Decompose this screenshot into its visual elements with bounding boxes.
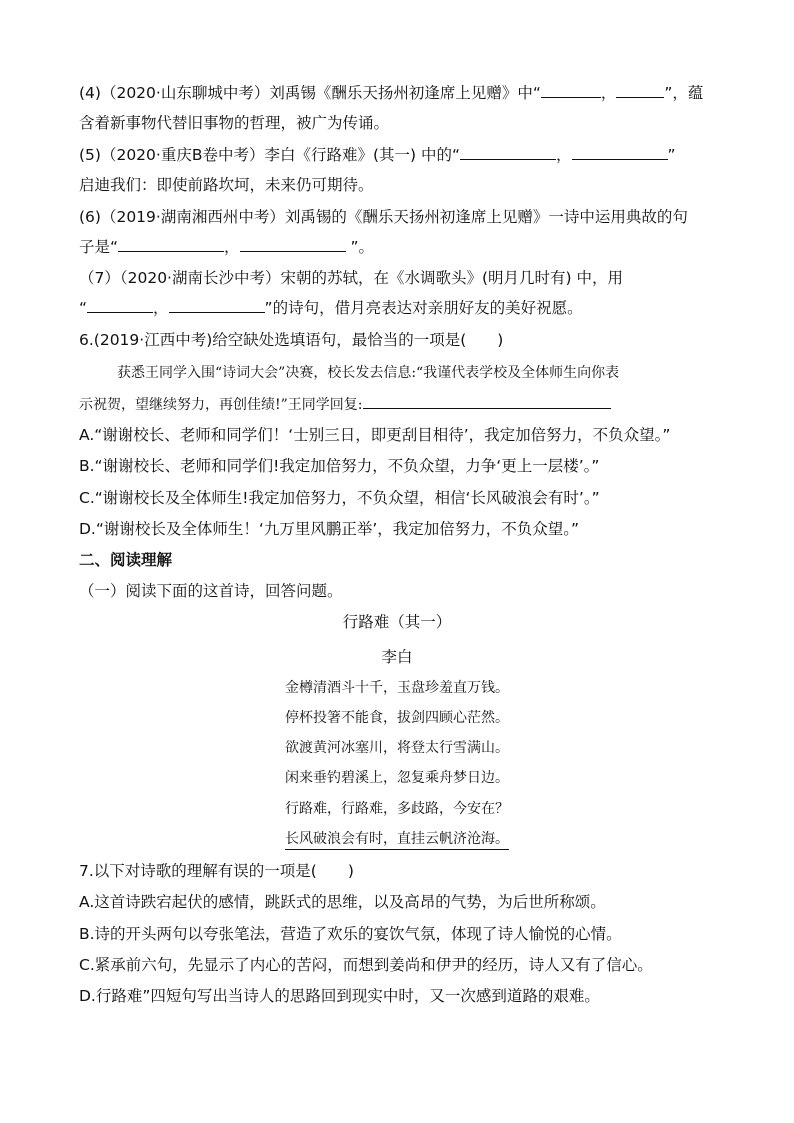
q6-option-a: A.“谢谢校长、老师和同学们！‘士别三日，即更刮目相待’，我定加倍努力，不负众望。” xyxy=(79,426,671,444)
poem-line: 欲渡黄河冰塞川，将登太行雪满山。 xyxy=(285,740,509,756)
q5-item4-line2: 含着新事物代替旧事物的哲理，被广为传诵。 xyxy=(79,114,390,132)
q6-context-text: 示祝贺，望继续努力，再创佳绩!”王同学回复: xyxy=(79,397,363,413)
poem-line: 闲来垂钓碧溪上，忽复乘舟梦日边。 xyxy=(285,770,509,786)
poem-line: 停杯投箸不能食，拔剑四顾心茫然。 xyxy=(285,710,509,726)
separator: ， xyxy=(600,84,617,102)
answer-blank[interactable] xyxy=(118,237,224,252)
q6-context-line2 xyxy=(79,394,719,415)
q5-item7-line2 xyxy=(79,298,719,318)
answer-blank[interactable] xyxy=(363,394,611,409)
answer-blank[interactable] xyxy=(460,145,556,160)
q7-option-c: C.紧承前六句，先显示了内心的苦闷，而想到姜尚和伊尹的经历，诗人又有了信心。 xyxy=(79,956,653,974)
q6-option-b: B.“谢谢校长、老师和同学们!我定加倍努力，不负众望，力争‘更上一层楼’。” xyxy=(79,457,600,475)
q6-context-line1: 获悉王同学入围“诗词大会”决赛，校长发去信息:“我谨代表学校及全体师生向你表 xyxy=(117,365,620,381)
answer-blank[interactable] xyxy=(169,298,265,313)
separator: ， xyxy=(556,146,572,164)
q7-option-a: A.这首诗跌宕起伏的感情，跳跃式的思维，以及高昂的气势，为后世所称颂。 xyxy=(79,893,606,911)
q6-stem: 6.(2019·江西中考)给空缺处选填语句，最恰当的一项是( ) xyxy=(79,331,504,349)
poem-line: 金樽清酒斗十千，玉盘珍羞直万钱。 xyxy=(285,680,509,696)
answer-blank[interactable] xyxy=(87,298,153,313)
q6-option-c: C.“谢谢校长及全体师生!我定加倍努力，不负众望，相信‘长风破浪会有时’。” xyxy=(79,489,600,507)
q5-item5-line1 xyxy=(79,145,719,165)
q5-item4-prefix: (4)（2020·山东聊城中考）刘禹锡《酬乐天扬州初逢席上见赠》中“ xyxy=(79,84,541,102)
separator: ， xyxy=(153,299,169,317)
answer-blank[interactable] xyxy=(240,237,346,252)
q5-item5-prefix: (5)（2020·重庆B卷中考）李白《行路难》(其一) 中的“ xyxy=(79,146,461,164)
q7-stem: 7.以下对诗歌的理解有误的一项是( ) xyxy=(79,862,354,880)
q7-option-b: B.诗的开头两句以夸张笔法，营造了欢乐的宴饮气氛，体现了诗人愉悦的心情。 xyxy=(79,925,622,943)
section-intro: （一）阅读下面的这首诗，回答问题。 xyxy=(79,582,343,600)
answer-blank[interactable] xyxy=(572,145,668,160)
poem-line: 行路难，行路难，多歧路，今安在？ xyxy=(285,801,509,817)
q5-item6-suffix: ”。 xyxy=(345,238,375,256)
q5-item7-prefix: “ xyxy=(79,299,88,317)
q5-item5-suffix: ” xyxy=(667,146,676,164)
q5-item7-suffix: ”的诗句，借月亮表达对亲朋好友的美好祝愿。 xyxy=(264,299,583,317)
q5-item4-line1 xyxy=(79,83,719,103)
q5-item4-suffix: ”，蕴 xyxy=(664,84,704,102)
answer-blank[interactable] xyxy=(616,83,664,98)
poem-title: 行路难（其一） xyxy=(342,613,452,631)
q5-item6-prefix: 子是“ xyxy=(79,238,119,256)
q5-item6-line1: (6)（2019·湖南湘西州中考）刘禹锡的《酬乐天扬州初逢席上见赠》一诗中运用典故的句 xyxy=(79,208,688,226)
separator: ， xyxy=(224,238,240,256)
poem-line-underlined xyxy=(0,829,794,849)
q5-item6-line2 xyxy=(79,237,719,257)
poem-author: 李白 xyxy=(381,648,413,666)
q7-option-d: D.行路难”四短句写出当诗人的思路回到现实中时，又一次感到道路的艰难。 xyxy=(79,987,600,1005)
section-heading: 二、阅读理解 xyxy=(79,551,173,569)
q6-option-d: D.“谢谢校长及全体师生！‘九万里风鹏正举’，我定加倍努力，不负众望。” xyxy=(79,520,580,538)
poem-line: 长风破浪会有时，直挂云帆济沧海。 xyxy=(285,831,509,850)
q5-item7-line1: （7）（2020·湖南长沙中考）宋朝的苏轼，在《水调歌头》(明月几时有) 中，用 xyxy=(79,269,624,287)
q5-item5-line2: 启迪我们：即使前路坎坷，未来仍可期待。 xyxy=(79,176,374,194)
answer-blank[interactable] xyxy=(541,83,601,98)
